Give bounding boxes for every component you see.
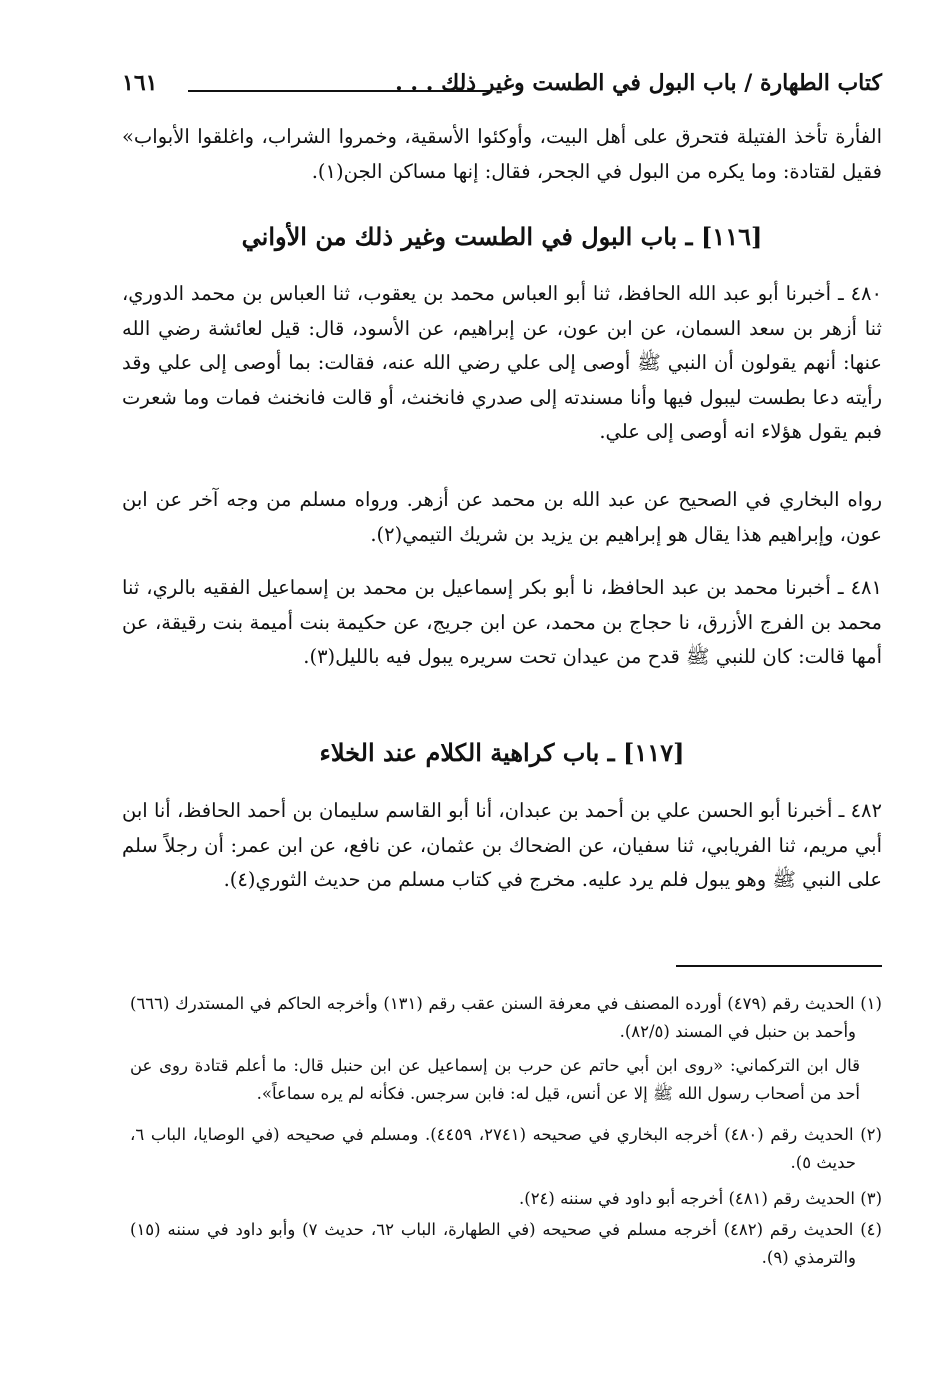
page-number: ١٦١ [122, 70, 158, 96]
section-heading-116: [١١٦] ـ باب البول في الطست وغير ذلك من الأواني [241, 222, 763, 251]
footnote-4: (٤) الحديث رقم (٤٨٢) أخرجه مسلم في صحيحه (في الطهارة، الباب ٦٢، حديث ٧) وأبو داود في سننه (١٥) والترمذي (٩). [130, 1220, 882, 1267]
hadith-480: ٤٨٠ ـ أخبرنا أبو عبد الله الحافظ، ثنا أبو العباس محمد بن يعقوب، ثنا العباس بن محمد الدوري، ثنا أزهر بن سعد السمان، عن ابن عون، عن إبراهيم، عن الأسود، قال: قيل لعائشة رضي الله عنها: أنهم يقولون أن النبي ﷺ أوصى إلى علي رضي الله عنه، فقالت: بما أوصى إلى علي وقد رأيته دعا بطست ليبول فيها وأنا مسندته إلى صدري فانخنث، أو قالت فانخنث فمات وما شعرت فبم يقول هؤلاء انه أوصى إلى علي. [122, 282, 882, 443]
section-heading-117: [١١٧] ـ باب كراهية الكلام عند الخلاء [319, 738, 685, 767]
header-rule [188, 90, 492, 92]
footnote-1: (١) الحديث رقم (٤٧٩) أورده المصنف في معرفة السنن عقب رقم (١٣١) وأخرجه الحاكم في المستدرك (٦٦٦) وأحمد بن حنبل في المسند (٨٢/٥). [130, 994, 882, 1041]
hadith-482: ٤٨٢ ـ أخبرنا أبو الحسن علي بن أحمد بن عبدان، أنا أبو القاسم سليمان بن أحمد الحافظ، أنا ابن أبي مريم، ثنا الفريابي، ثنا سفيان، عن الضحاك بن عثمان، عن نافع، عن ابن عمر: أن رجلاً سلم على النبي ﷺ وهو يبول فلم يرد عليه. مخرج في كتاب مسلم من حديث الثوري(٤). [122, 799, 882, 891]
running-title: كتاب الطهارة / باب البول في الطست وغير ذلك . . . [395, 70, 882, 96]
hadith-480-note: رواه البخاري في الصحيح عن عبد الله بن محمد عن أزهر. ورواه مسلم من وجه آخر عن ابن عون، وإبراهيم هذا يقال هو إبراهيم بن يزيد بن شريك التيمي(٢). [122, 488, 882, 546]
paragraph-continuation: الفأرة تأخذ الفتيلة فتحرق على أهل البيت، وأوكئوا الأسقية، وخمروا الشراب، واغلقوا الأبواب» فقيل لقتادة: وما يكره من البول في الجحر، فقال: إنها مساكن الجن(١). [122, 125, 882, 183]
footnote-3: (٣) الحديث رقم (٤٨١) أخرجه أبو داود في سننه (٢٤). [519, 1189, 882, 1208]
page-header [122, 62, 882, 102]
footnote-2: (٢) الحديث رقم (٤٨٠) أخرجه البخاري في صحيحه (٢٧٤١، ٤٤٥٩). ومسلم في صحيحه (في الوصايا، الباب ٦، حديث ٥). [130, 1125, 882, 1172]
footnote-1-comment: قال ابن التركماني: «روى ابن أبي حاتم عن حرب بن إسماعيل عن ابن حنبل قال: ما أعلم قتادة روى عن أحد من أصحاب رسول الله ﷺ إلا عن أنس، قيل له: فابن سرجس. فكأنه لم يره سماعاً». [130, 1056, 860, 1103]
hadith-481: ٤٨١ ـ أخبرنا محمد بن عبد الحافظ، نا أبو بكر إسماعيل بن محمد بن إسماعيل الفقيه بالري، ثنا محمد بن الفرج الأزرق، نا حجاج بن محمد، عن ابن جريج، عن حكيمة بنت أميمة بنت رقيقة، عن أمها قالت: كان للنبي ﷺ قدح من عيدان تحت سريره يبول فيه بالليل(٣). [122, 576, 882, 668]
footnote-rule [676, 965, 882, 967]
